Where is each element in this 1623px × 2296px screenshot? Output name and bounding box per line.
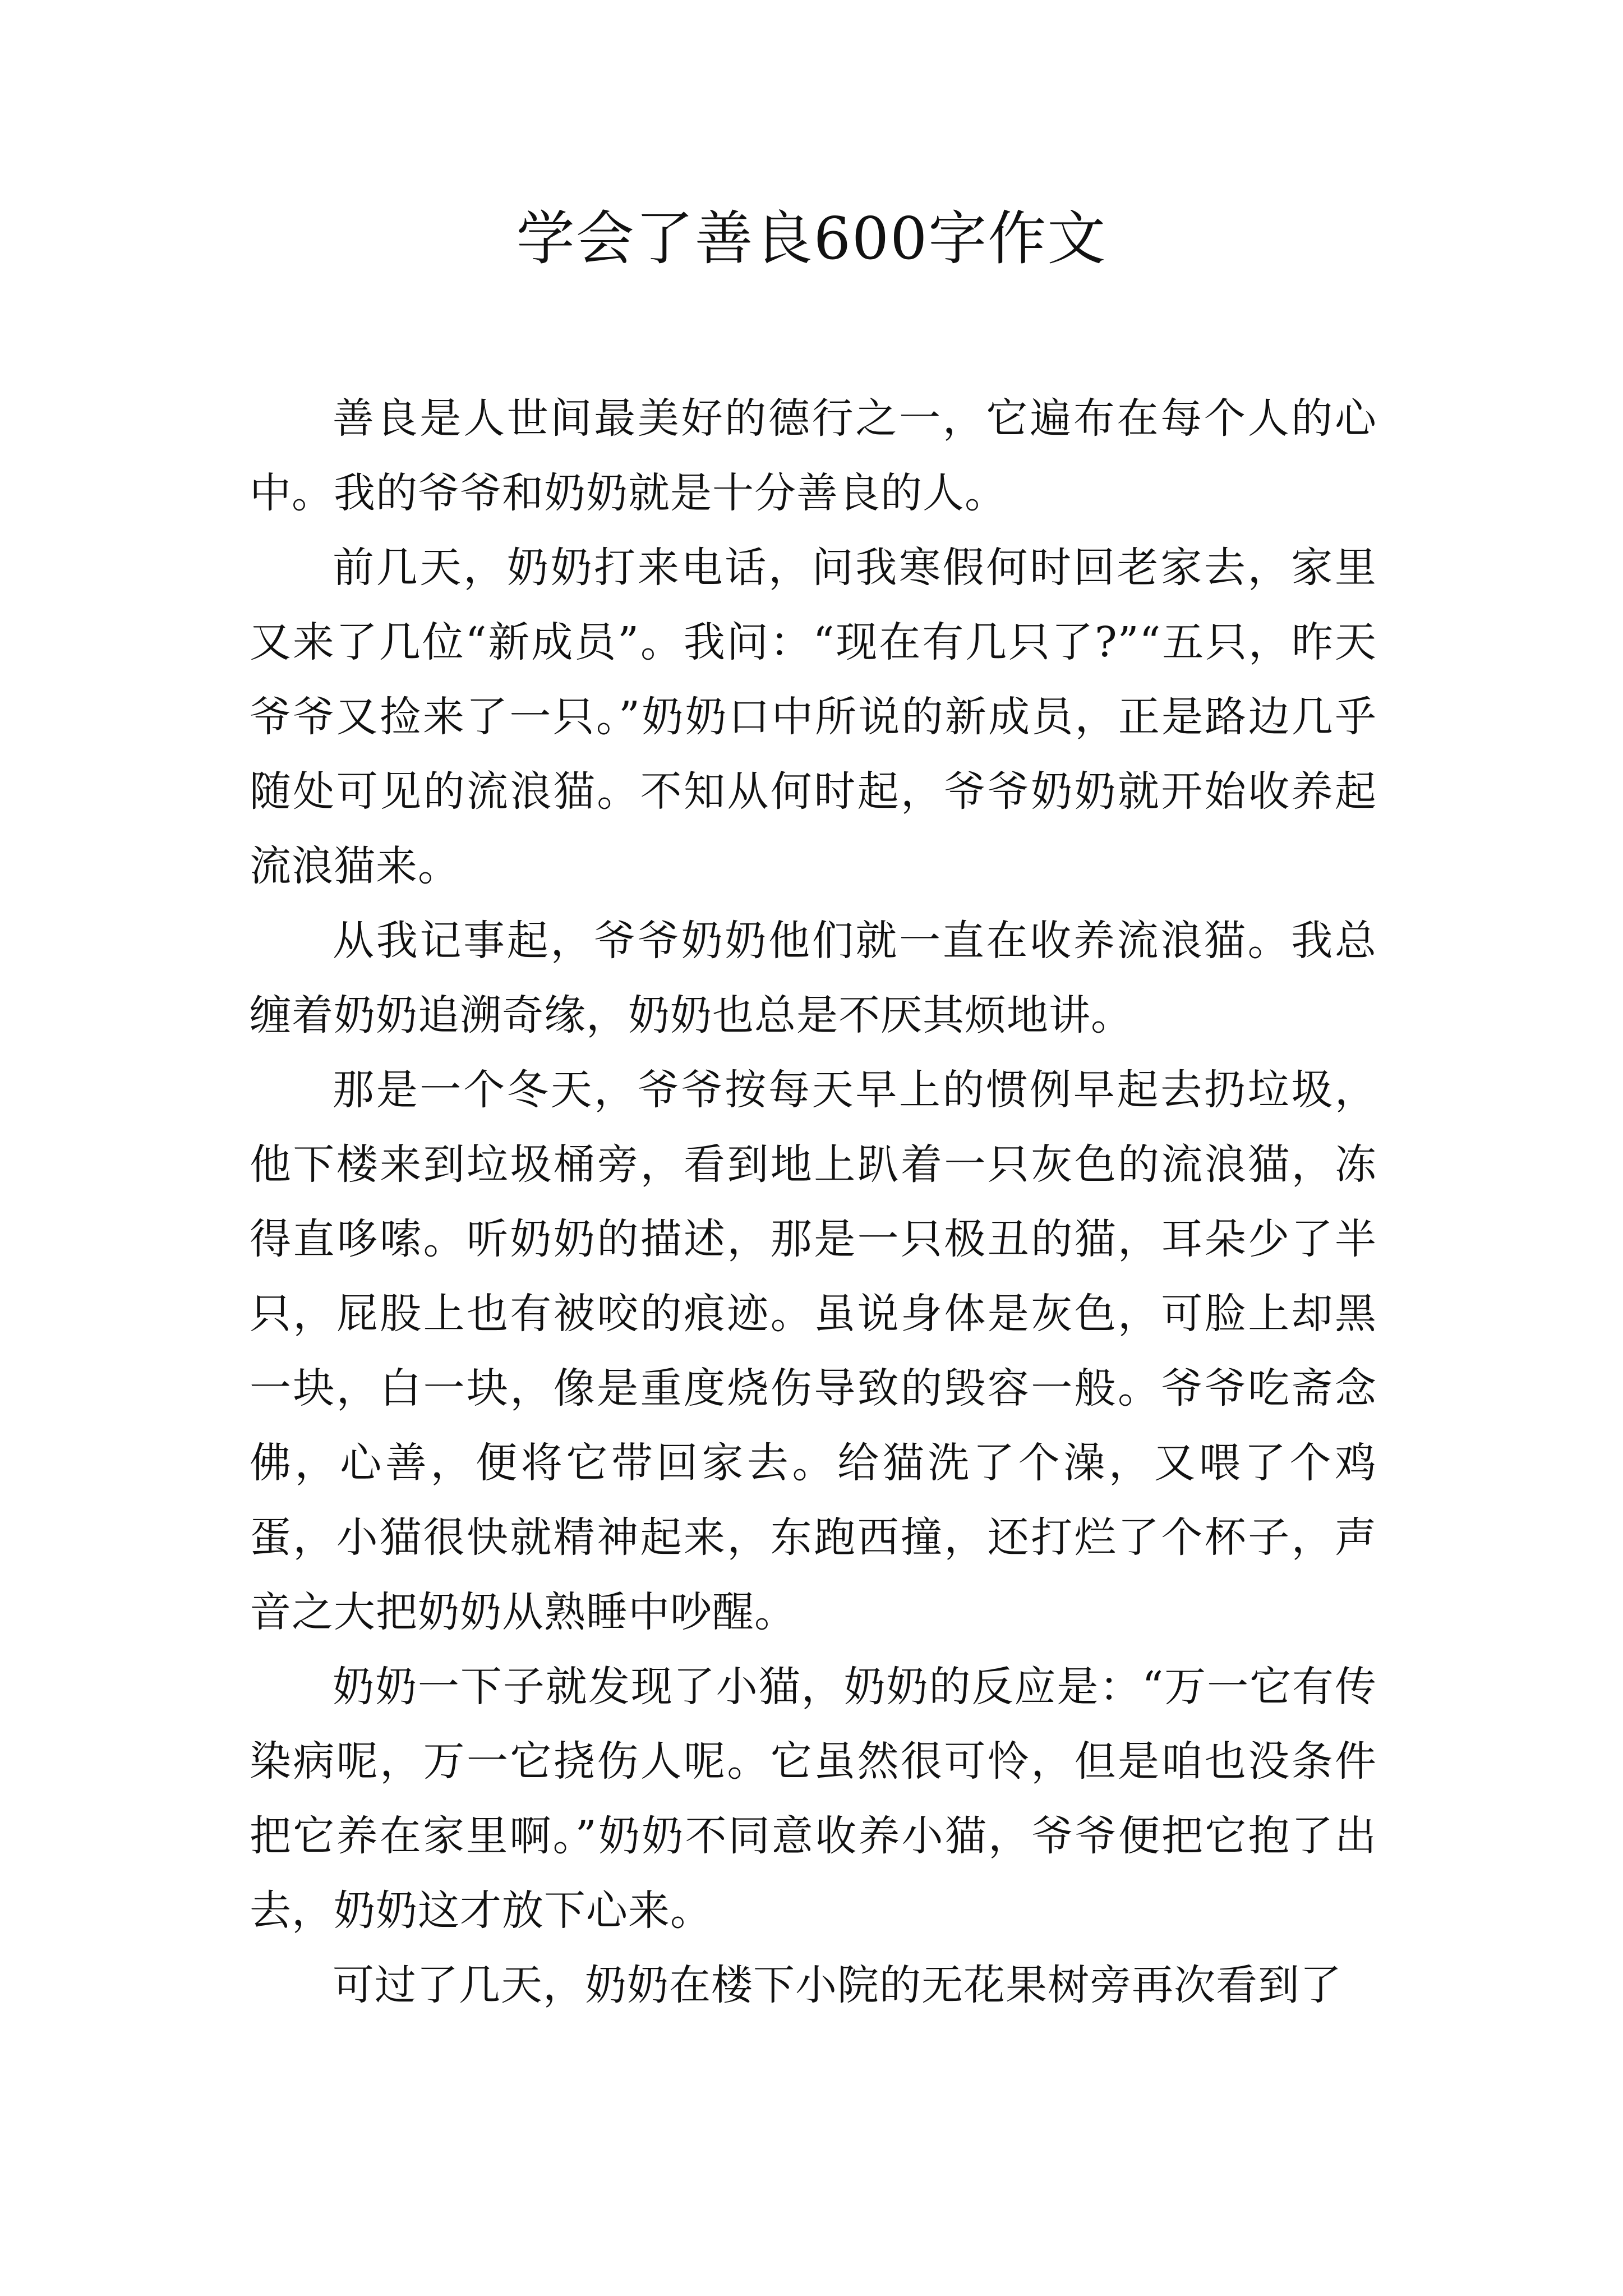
paragraph: 那是一个冬天，爷爷按每天早上的惯例早起去扔垃圾，他下楼来到垃圾桶旁，看到地上趴着一只灰色的流浪猫，冻得直哆嗦。听奶奶的描述，那是一只极丑的猫，耳朵少了半只，屁股上也有被咬的痕迹。虽说身体是灰色，可脸上却黑一块，白一块，像是重度烧伤导致的毁容一般。爷爷吃斋念佛，心善，便将它带回家去。给猫洗了个澡，又喂了个鸡蛋，小猫很快就精神起来，东跑西撞，还打烂了个杯子，声音之大把奶奶从熟睡中吵醒。: [250, 1066, 1377, 1636]
paragraph: 可过了几天，奶奶在楼下小院的无花果树旁再次看到了: [333, 1961, 1342, 2009]
paragraph: 奶奶一下子就发现了小猫，奶奶的反应是：“万一它有传染病呢，万一它挠伤人呢。它虽然很可怜，但是咱也没条件把它养在家里啊。”奶奶不同意收养小猫，爷爷便把它抱了出去，奶奶这才放下心来。: [250, 1663, 1377, 1935]
paragraph: 前几天，奶奶打来电话，问我寒假何时回老家去，家里又来了几位“新成员”。我问：“现在有几只了?”“五只，昨天爷爷又捡来了一只。”奶奶口中所说的新成员，正是路边几乎随处可见的流浪猫。不知从何时起，爷爷奶奶就开始收养起流浪猫来。: [250, 544, 1377, 890]
paragraph: 善良是人世间最美好的德行之一，它遍布在每个人的心中。我的爷爷和奶奶就是十分善良的人。: [250, 394, 1377, 517]
document-body: [250, 381, 1377, 2023]
document-title: 学会了善良600字作文: [516, 204, 1107, 273]
paragraph: 从我记事起，爷爷奶奶他们就一直在收养流浪猫。我总缠着奶奶追溯奇缘，奶奶也总是不厌其烦地讲。: [250, 917, 1377, 1039]
